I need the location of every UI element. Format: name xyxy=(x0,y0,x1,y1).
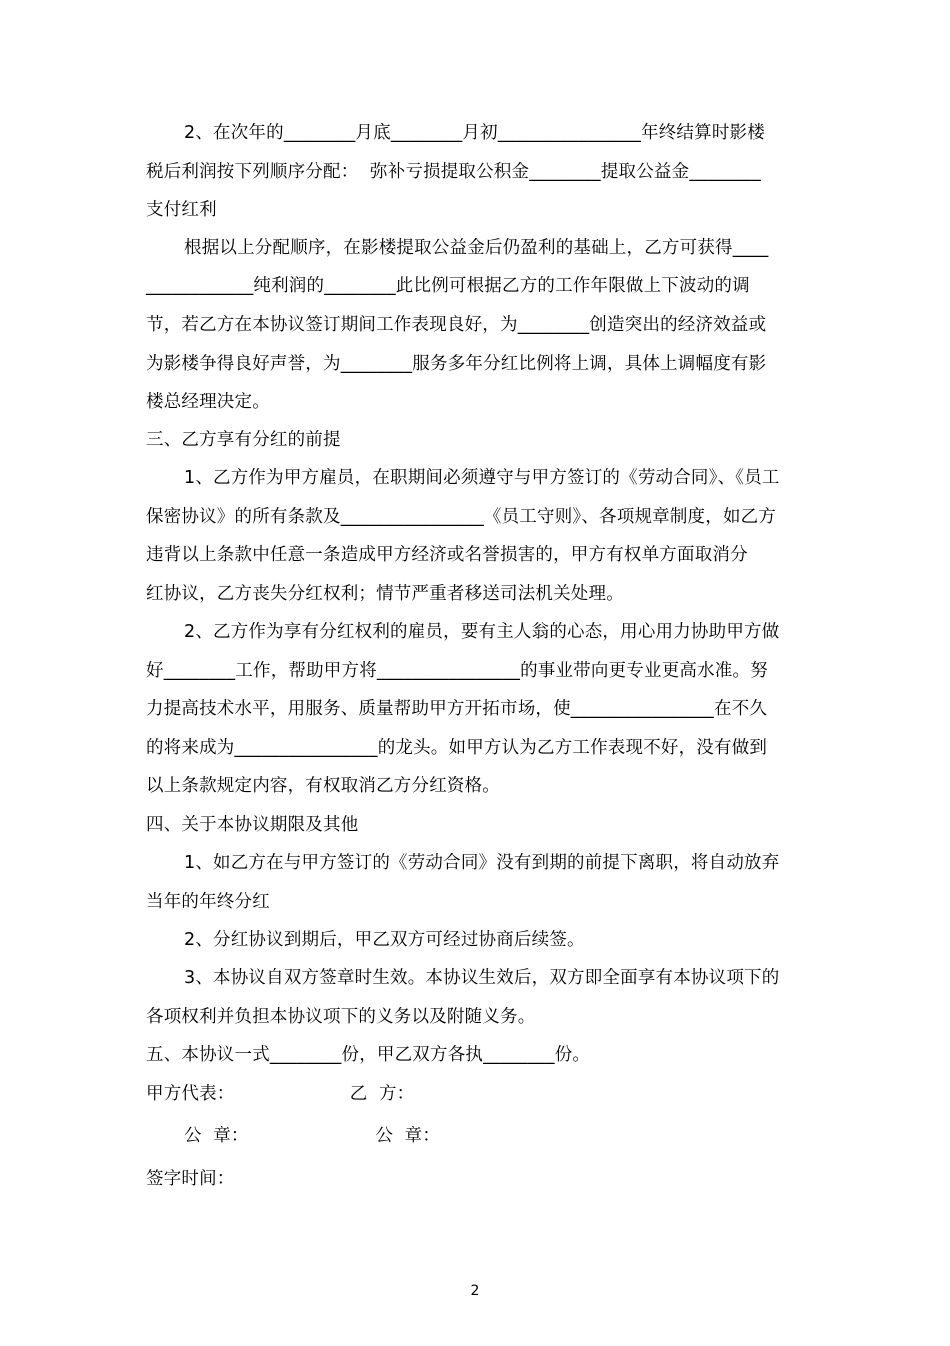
signature-line-date: 签字时间： xyxy=(146,1169,235,1189)
paragraph-line: 当年的年终分红 xyxy=(146,892,270,912)
paragraph-line: ____________纯利润的________此比例可根据乙方的工作年限做上下波动的调 xyxy=(146,276,750,296)
paragraph-line: 税后利润按下列顺序分配： 弥补亏损提取公积金________提取公益金________ xyxy=(146,162,761,182)
paragraph-line: 1、乙方作为甲方雇员，在职期间必须遵守与甲方签订的《劳动合同》、《员工 xyxy=(184,468,780,488)
paragraph-line: 1、如乙方在与甲方签订的《劳动合同》没有到期的前提下离职，将自动放弃 xyxy=(184,853,780,873)
section-heading: 三、乙方享有分红的前提 xyxy=(146,430,341,450)
paragraph-line: 2、在次年的________月底________月初________________年终结算时影楼 xyxy=(184,123,765,143)
paragraph-line: 根据以上分配顺序，在影楼提取公益金后仍盈利的基础上，乙方可获得____ xyxy=(184,238,769,258)
paragraph-line: 节，若乙方在本协议签订期间工作表现良好，为________创造突出的经济效益或 xyxy=(146,315,767,335)
section-heading: 四、关于本协议期限及其他 xyxy=(146,815,359,835)
page-number: 2 xyxy=(470,1283,480,1299)
paragraph-line: 的将来成为________________的龙头。如甲方认为乙方工作表现不好，没有做到 xyxy=(146,738,768,758)
paragraph-line: 为影楼争得良好声誉，为________服务多年分红比例将上调，具体上调幅度有影 xyxy=(146,354,767,374)
paragraph-line: 以上条款规定内容，有权取消乙方分红资格。 xyxy=(146,776,500,796)
paragraph-line: 违背以上条款中任意一条造成甲方经济或名誉损害的，甲方有权单方面取消分 xyxy=(146,545,748,565)
signature-line-parties: 甲方代表： 乙 方： xyxy=(146,1084,415,1104)
paragraph-line: 力提高技术水平，用服务、质量帮助甲方开拓市场，使________________在不久 xyxy=(146,699,768,719)
paragraph-line: 保密协议》的所有条款及________________《员工守则》、各项规章制度，如乙方 xyxy=(146,507,777,527)
section-heading: 五、本协议一式________份，甲乙双方各执________份。 xyxy=(146,1045,591,1065)
paragraph-line: 楼总经理决定。 xyxy=(146,392,270,412)
paragraph-line: 好________工作，帮助甲方将________________的事业带向更专业更高水准。努 xyxy=(146,661,768,681)
paragraph-line: 2、分红协议到期后，甲乙双方可经过协商后续签。 xyxy=(184,930,585,950)
signature-line-seals: 公 章： 公 章： xyxy=(184,1126,441,1146)
paragraph-line: 红协议，乙方丧失分红权利；情节严重者移送司法机关处理。 xyxy=(146,584,624,604)
paragraph-line: 支付红利 xyxy=(146,200,217,220)
paragraph-line: 各项权利并负担本协议项下的义务以及附随义务。 xyxy=(146,1007,536,1027)
paragraph-line: 3、本协议自双方签章时生效。本协议生效后，双方即全面享有本协议项下的 xyxy=(184,968,780,988)
paragraph-line: 2、乙方作为享有分红权利的雇员，要有主人翁的心态，用心用力协助甲方做 xyxy=(184,622,780,642)
